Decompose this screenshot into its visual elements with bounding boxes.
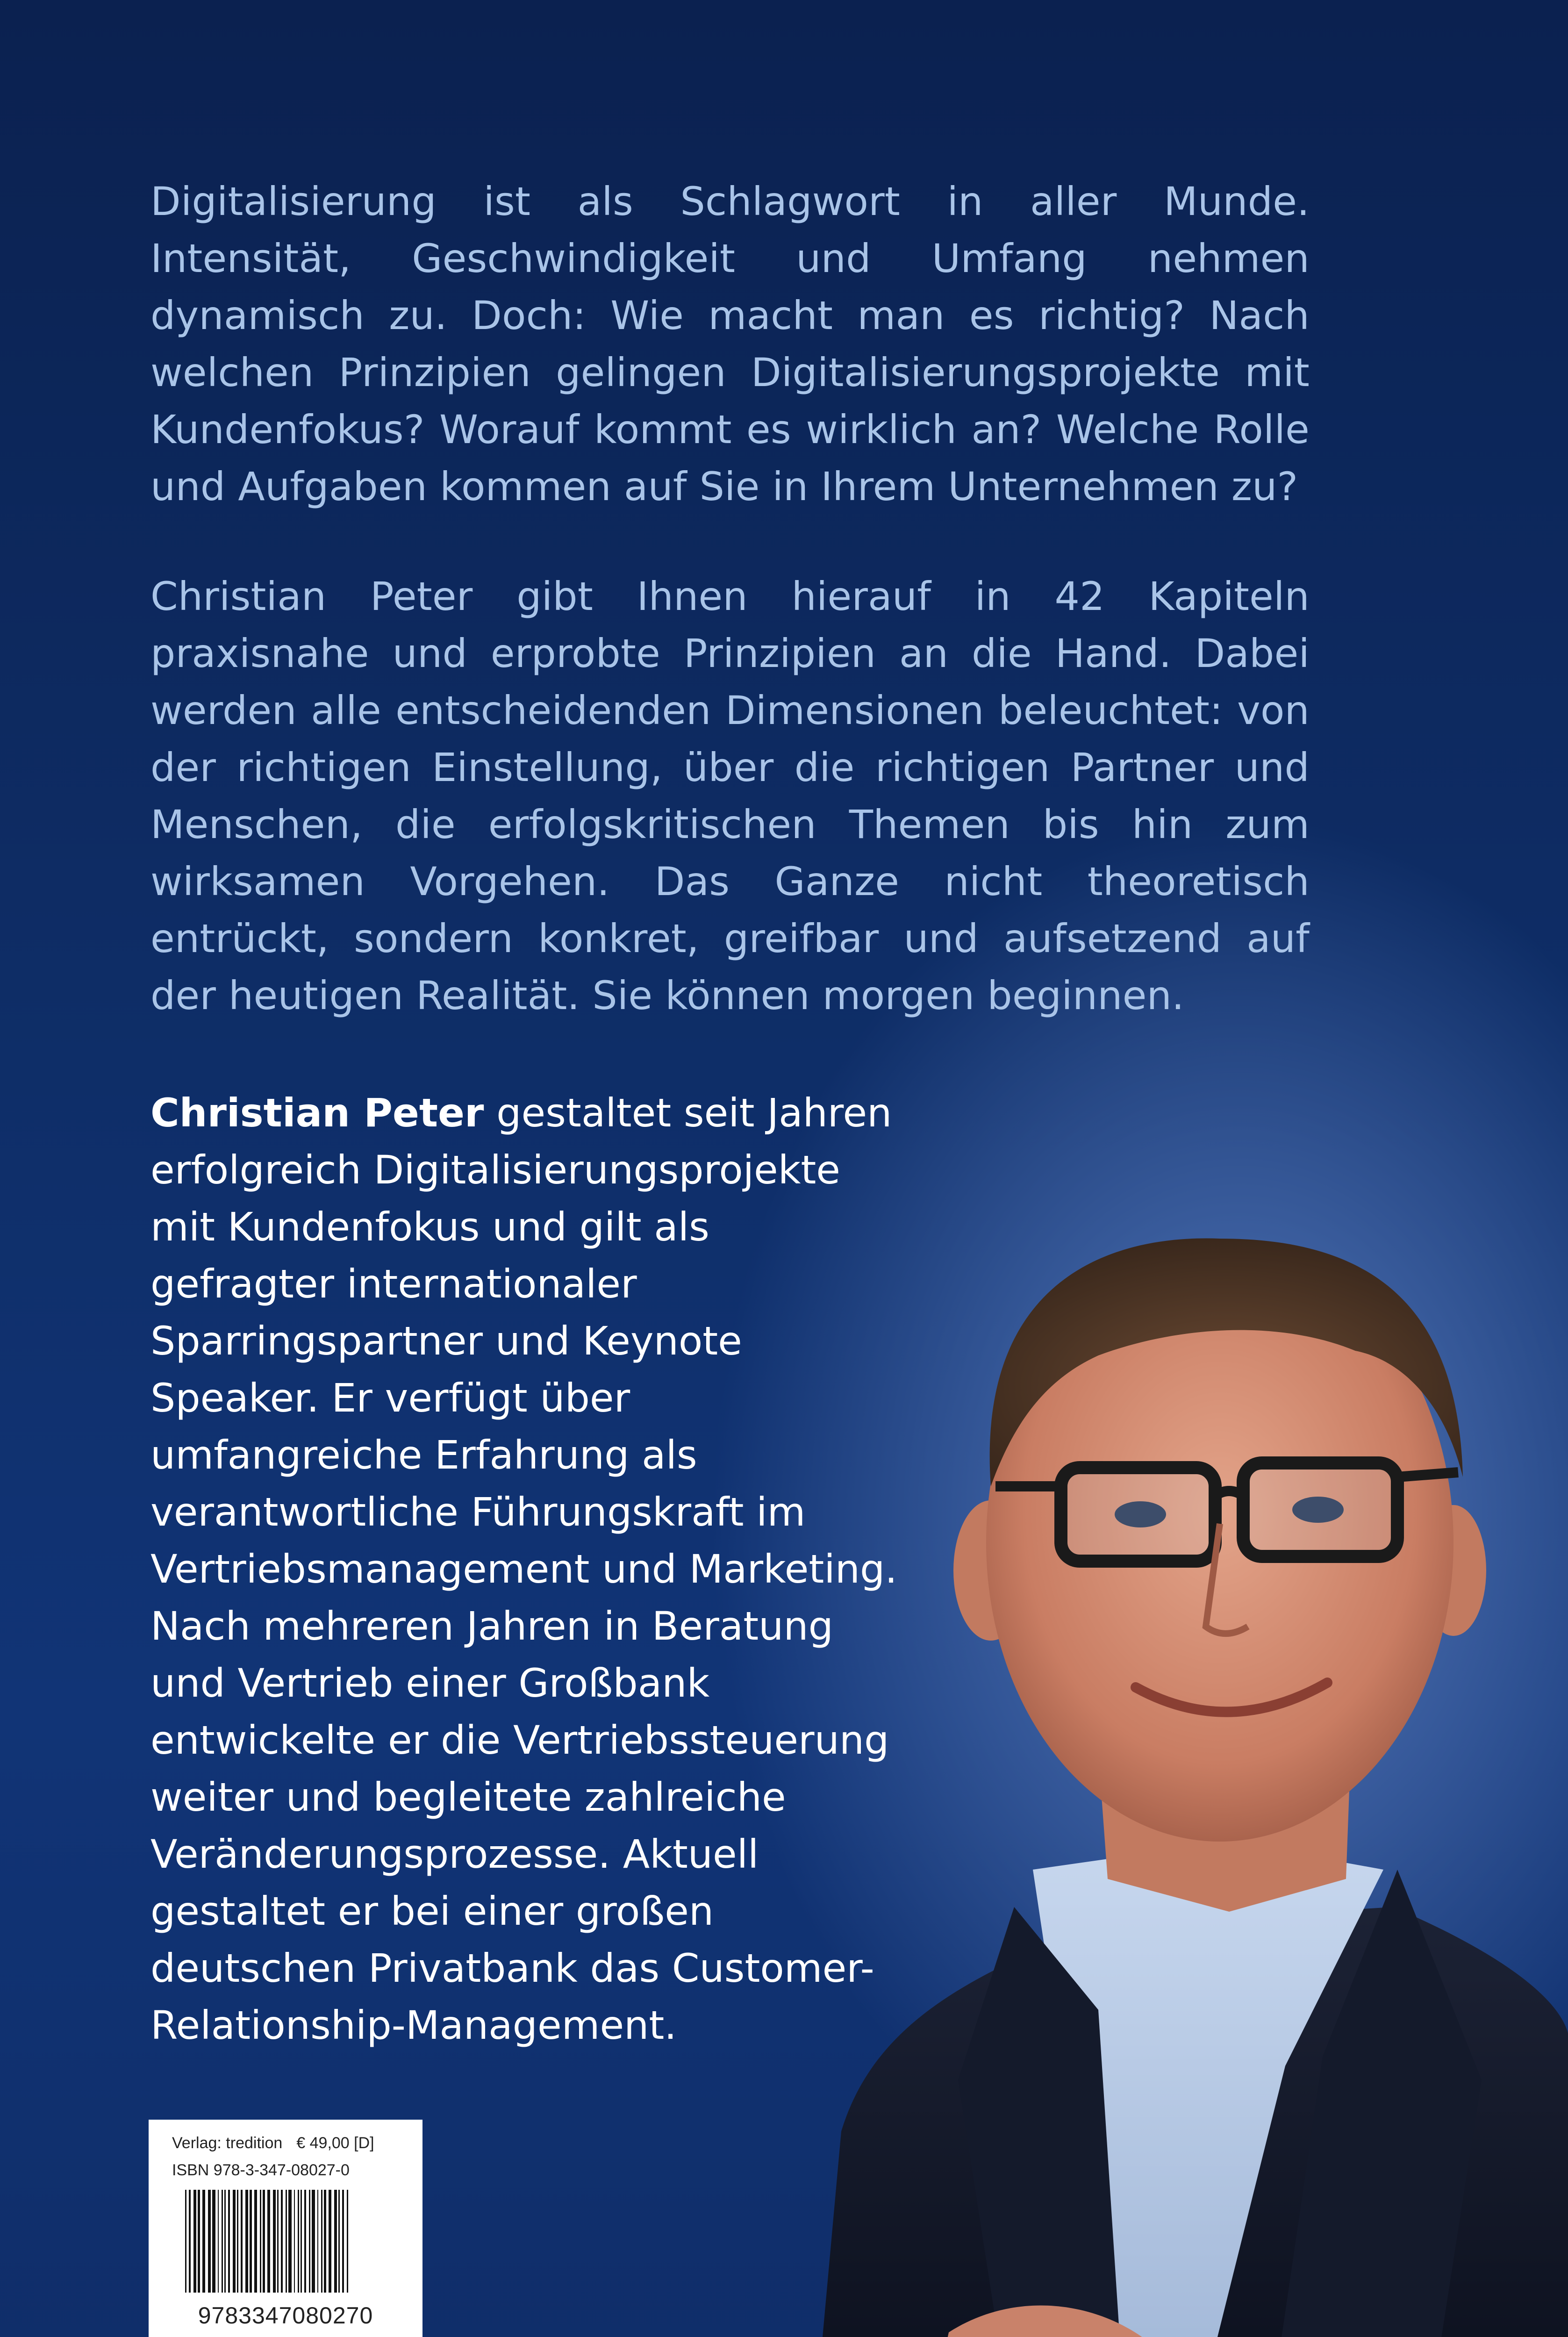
barcode-bar (193, 2190, 196, 2293)
barcode-bar (212, 2190, 215, 2293)
barcode-bar (218, 2190, 219, 2293)
author-bio-text: gestaltet seit Jahren erfolgreich Digitalisierungsprojekte mit Kundenfokus und gilt als gefragter internationaler Sparringspartner und Keynote Speaker. Er verfügt über umfangreiche Erfahrung als verantwortliche Führungskraft im Vertriebsmanagement und Marketing. Nach mehreren Jahren in Beratung und Vertrieb einer Großbank entwickelte er die Vertriebssteuerung weiter und begleitete zahlreiche Veränderungsprozesse. Aktuell gestaltet er bei einer großen deutschen Privatbank das Customer-Relationship-Management. (150, 1090, 897, 2048)
barcode-bar (321, 2190, 322, 2293)
barcode-bar (298, 2190, 299, 2293)
barcode-bar (228, 2190, 230, 2293)
barcode-bar (185, 2190, 186, 2293)
barcode-bar (254, 2190, 257, 2293)
blurb-paragraph-2: Christian Peter gibt Ihnen hierauf in 42 Kapiteln praxisnahe und erprobte Prinzipien an die Hand. Dabei werden alle entscheidenden Dimensionen beleuchtet: von der richtigen Einstellung, über die richtigen Partner und Menschen, die erfolgskritischen Themen bis hin zum wirksamen Vorgehen. Das Ganze nicht theoretisch entrückt, sondern konkret, greifbar und aufsetzend auf der heutigen Realität. Sie können morgen beginnen. (150, 573, 1310, 1018)
barcode-bar (277, 2190, 279, 2293)
barcode-bar (273, 2190, 276, 2293)
barcode-bar (233, 2190, 236, 2293)
barcode-bar (281, 2190, 283, 2293)
barcode-bar (338, 2190, 340, 2293)
price-label: € 49,00 [D] (296, 2134, 374, 2152)
barcode-bar (347, 2190, 348, 2293)
barcode-bars (185, 2190, 386, 2293)
barcode-bar (222, 2190, 223, 2293)
barcode-bar (309, 2190, 310, 2293)
barcode-bar (267, 2190, 270, 2293)
barcode-bar (301, 2190, 302, 2293)
barcode-bar (198, 2190, 200, 2293)
barcode-bar (237, 2190, 238, 2293)
barcode-bar (208, 2190, 211, 2293)
isbn-barcode-label (149, 2120, 422, 2337)
barcode-bar (189, 2190, 191, 2293)
barcode-bar (224, 2190, 226, 2293)
barcode-bar (329, 2190, 331, 2293)
barcode-bar (317, 2190, 318, 2293)
barcode-bar (334, 2190, 337, 2293)
publisher-label: Verlag: tredition (172, 2134, 283, 2152)
author-bio (150, 1084, 903, 2054)
barcode-bar (324, 2190, 326, 2293)
barcode-bar (304, 2190, 306, 2293)
barcode-bar (250, 2190, 252, 2293)
barcode-bar (288, 2190, 292, 2293)
barcode-number: 9783347080270 (198, 2302, 373, 2329)
publisher-price-line (172, 2134, 374, 2152)
barcode-bar (260, 2190, 261, 2293)
barcode-bar (202, 2190, 205, 2293)
barcode-bar (286, 2190, 287, 2293)
barcode-bar (245, 2190, 248, 2293)
barcode-bar (294, 2190, 295, 2293)
isbn-label: ISBN 978-3-347-08027-0 (172, 2161, 350, 2179)
barcode-bar (241, 2190, 243, 2293)
barcode-bar (312, 2190, 315, 2293)
author-name: Christian Peter (150, 1090, 484, 1136)
blurb-paragraph-1: Digitalisierung ist als Schlagwort in aller Munde. Intensität, Geschwindigkeit und Umfang nehmen dynamisch zu. Doch: Wie macht man es richtig? Nach welchen Prinzipien gelingen Digitalisierungsprojekte mit Kundenfokus? Worauf kommt es wirklich an? Welche Rolle und Aufgaben kommen auf Sie in Ihrem Unternehmen zu? (150, 179, 1310, 509)
barcode-bar (263, 2190, 265, 2293)
barcode-bar (342, 2190, 344, 2293)
